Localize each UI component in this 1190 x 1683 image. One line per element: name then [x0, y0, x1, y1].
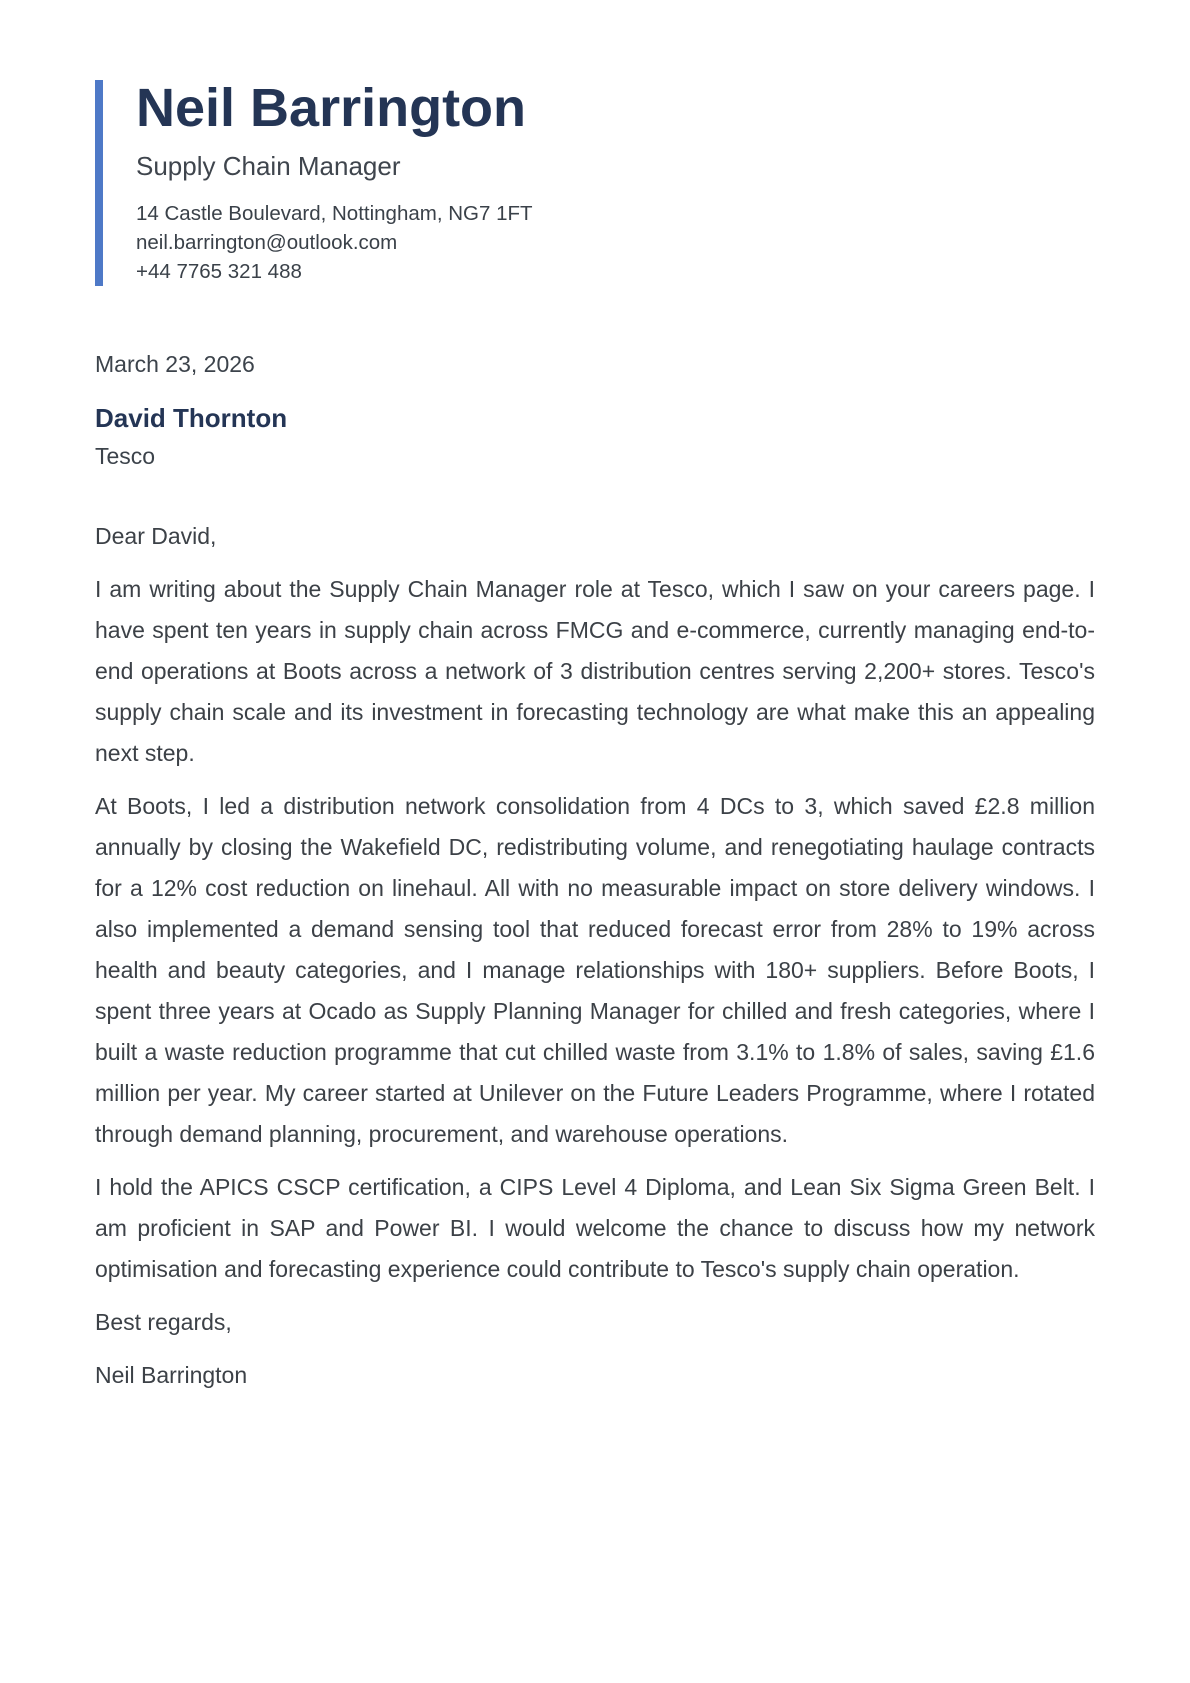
address-text: 14 Castle Boulevard, Nottingham, NG7 1FT: [136, 202, 533, 225]
header-content: [103, 80, 533, 286]
closing-text: Best regards,: [95, 1309, 232, 1335]
phone-text: +44 7765 321 488: [136, 260, 302, 283]
header-accent-bar: [95, 80, 103, 286]
person-title: Supply Chain Manager: [136, 151, 401, 181]
recipient-company: Tesco: [95, 443, 156, 469]
body-paragraph-2: At Boots, I led a distribution network consolidation from 4 DCs to 3, which saved £2.8 million annually by closing the Wakefield DC, redistributing volume, and renegotiating haulage contracts for a 12% cost reduction on linehaul. All with no measurable impact on store delivery windows. I also implemented a demand sensing tool that reduced forecast error from 28% to 19% across health and beauty categories, and I manage relationships with 180+ suppliers. Before Boots, I spent three years at Ocado as Supply Planning Manager for chilled and fresh categories, where I built a waste reduction programme that cut chilled waste from 3.1% to 1.8% of sales, saving £1.6 million per year. My career started at Unilever on the Future Leaders Programme, where I rotated through demand planning, procurement, and warehouse operations.: [95, 793, 1095, 1147]
signature-name: Neil Barrington: [95, 1362, 248, 1388]
letter-body: [95, 516, 1095, 1396]
letter-date: March 23, 2026: [95, 351, 255, 377]
closing-block: [95, 1302, 1095, 1396]
recipient-name: David Thornton: [95, 403, 288, 433]
body-paragraph-1: I am writing about the Supply Chain Manager role at Tesco, which I saw on your careers page. I have spent ten years in supply chain across FMCG and e-commerce, currently managing end-to-end operations at Boots across a network of 3 distribution centres serving 2,200+ stores. Tesco's supply chain scale and its investment in forecasting technology are what make this an appealing next step.: [95, 576, 1095, 766]
salutation: Dear David,: [95, 523, 217, 549]
body-paragraph-3: I hold the APICS CSCP certification, a CIPS Level 4 Diploma, and Lean Six Sigma Green Belt. I am proficient in SAP and Power BI. I would welcome the chance to discuss how my network optimisation and forecasting experience could contribute to Tesco's supply chain operation.: [95, 1174, 1095, 1282]
contact-block: [136, 199, 533, 286]
letter-header: [95, 80, 1095, 286]
person-name: Neil Barrington: [136, 78, 527, 138]
email-text: neil.barrington@outlook.com: [136, 231, 398, 254]
